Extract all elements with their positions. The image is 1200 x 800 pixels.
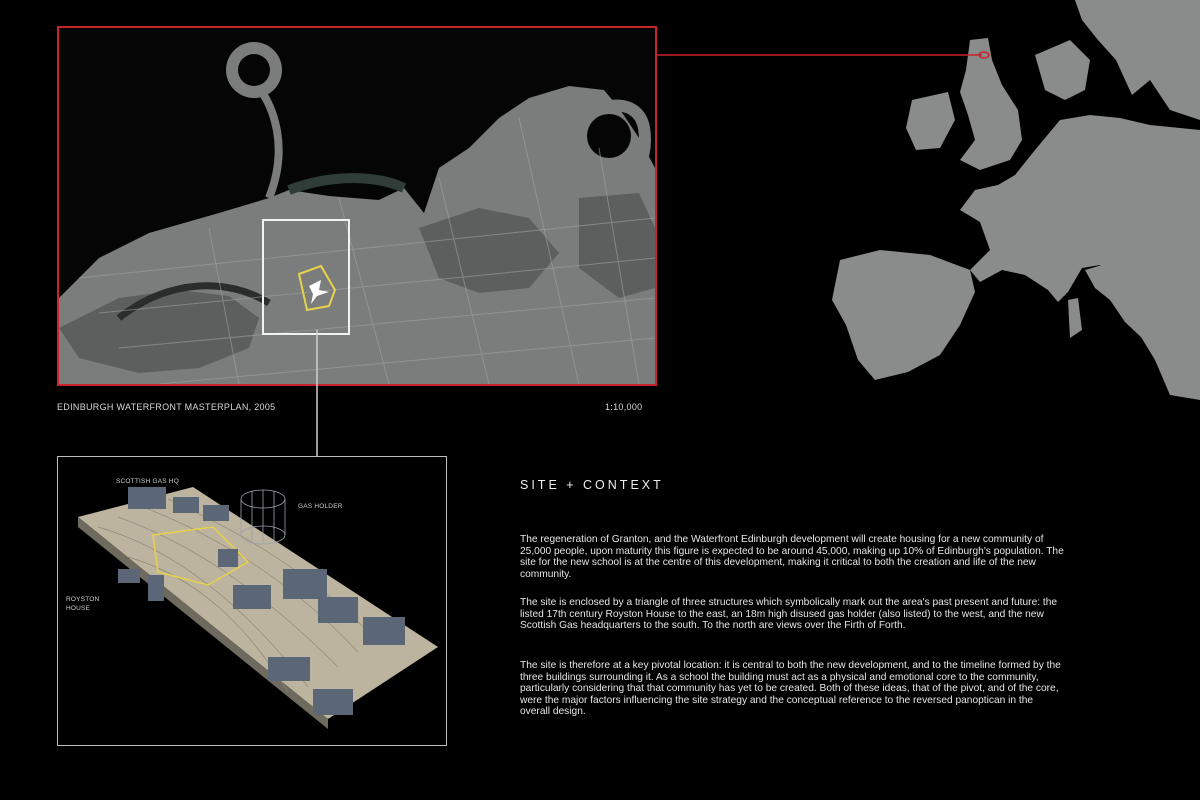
paragraph-site-enclosure: The site is enclosed by a triangle of three structures which symbolically mark out the area's past present and future: the listed 17th century Royston House to the east, an 18m high disused gas holder (also listed) to the west, and the new Scottish Gas headquarters to the south. To the north are views over the Firth of Forth. xyxy=(520,597,1058,632)
map-connector-line xyxy=(655,50,985,60)
paragraph-pivotal-location: The site is therefore at a key pivotal location: it is central to both the new development, and to the timeline formed by the three buildings surrounding it. As a school the building must act as a physical and emotional core to the community, particularly considering that that community has yet to be created. Both of these ideas, that of the pivot, and of the core, were the major factors influencing the site strategy and the conceptual reference to the reversed panoptican in the overall design. xyxy=(520,660,1061,718)
paragraph-regeneration: The regeneration of Granton, and the Waterfront Edinburgh development will create housing for a new community of 25,000 people, upon maturity this figure is expected to be around 45,000, making up 10% of Edinburgh's population. The site for the new school is at the centre of this development, making it critical to both the creation and life of the new community. xyxy=(520,534,1064,580)
label-royston-house xyxy=(66,595,99,613)
masterplan-caption: EDINBURGH WATERFRONT MASTERPLAN, 2005 xyxy=(57,402,276,412)
europe-map xyxy=(820,0,1200,400)
label-royston-line1: ROYSTON xyxy=(66,596,100,603)
label-scottish-gas-hq: SCOTTISH GAS HQ xyxy=(116,478,179,485)
label-royston-line2: HOUSE xyxy=(66,605,91,612)
label-gas-holder: GAS HOLDER xyxy=(298,503,343,510)
site-model-image xyxy=(57,456,447,746)
masterplan-map xyxy=(57,26,657,386)
model-connector-line xyxy=(314,330,320,458)
masterplan-scale: 1:10,000 xyxy=(605,402,643,412)
section-heading: SITE + CONTEXT xyxy=(520,478,664,492)
